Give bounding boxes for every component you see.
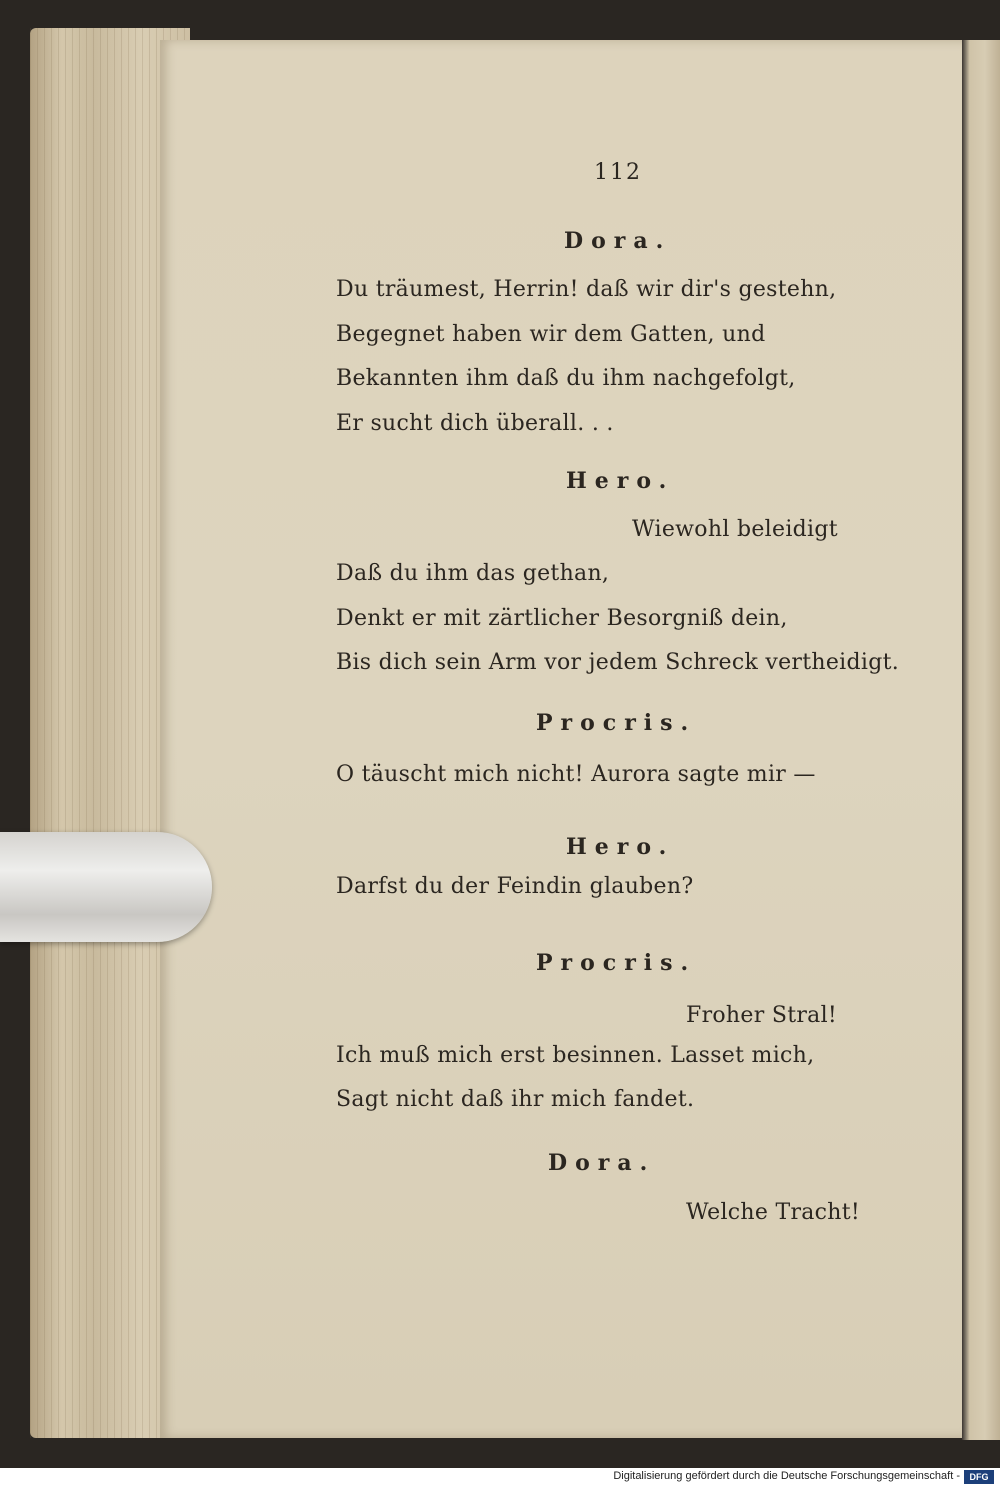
verse-line: Welche Tracht!: [686, 1200, 861, 1225]
verse-line: Darfst du der Feindin glauben?: [336, 874, 694, 899]
page-clip: [0, 832, 212, 942]
verse-line: Sagt nicht daß ihr mich fandet.: [336, 1087, 695, 1112]
verse-line: Froher Stral!: [686, 1003, 838, 1028]
speaker-name: Hero.: [566, 834, 675, 860]
speaker-name: Procris.: [536, 950, 697, 976]
facing-page-edge: [962, 40, 1000, 1440]
verse-line: Wiewohl beleidigt: [632, 517, 838, 542]
verse-line: Denkt er mit zärtlicher Besorgniß dein,: [336, 606, 788, 631]
verse-line: Ich muß mich erst besinnen. Lasset mich,: [336, 1043, 815, 1068]
speaker-name: Dora.: [564, 228, 672, 254]
verse-line: Daß du ihm das gethan,: [336, 561, 610, 586]
dfg-logo: DFG: [964, 1470, 994, 1484]
verse-line: O täuscht mich nicht! Aurora sagte mir —: [336, 762, 816, 787]
speaker-name: Procris.: [536, 710, 697, 736]
funding-note: Digitalisierung gefördert durch die Deutsche Forschungsgemeinschaft -: [613, 1470, 960, 1482]
book-page: [160, 40, 965, 1438]
verse-line: Bis dich sein Arm vor jedem Schreck vertheidigt.: [336, 650, 900, 675]
verse-line: Bekannten ihm daß du ihm nachgefolgt,: [336, 366, 796, 391]
page-number: 112: [594, 160, 642, 185]
footer-bar: [0, 1468, 1000, 1487]
verse-line: Begegnet haben wir dem Gatten, und: [336, 322, 766, 347]
speaker-name: Dora.: [548, 1150, 656, 1176]
verse-line: Du träumest, Herrin! daß wir dir's gestehn,: [336, 277, 837, 302]
speaker-name: Hero.: [566, 468, 675, 494]
verse-line: Er sucht dich überall. . .: [336, 411, 614, 436]
